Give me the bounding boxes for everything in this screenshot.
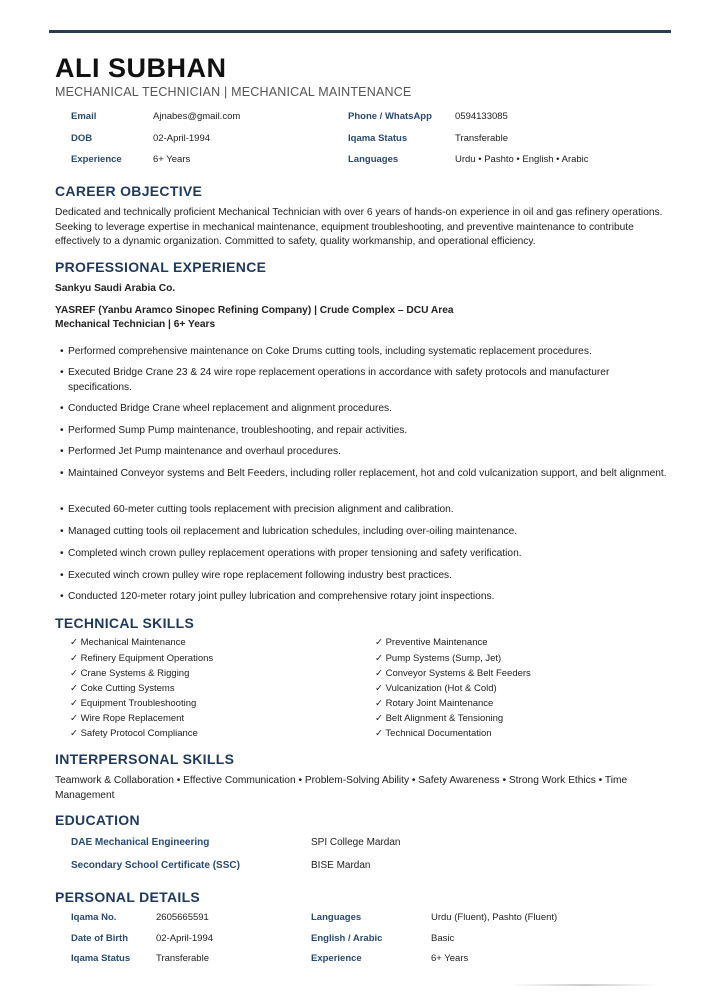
list-item [60, 525, 668, 540]
page-edge-shadow [510, 984, 660, 986]
bullet-dot: • [60, 346, 64, 357]
personal-label-english-arabic: English / Arabic [311, 933, 383, 944]
skill-item: ✓ Refinery Equipment Operations [70, 653, 214, 664]
list-item [60, 424, 668, 439]
skill-item: ✓ Pump Systems (Sump, Jet) [375, 653, 502, 664]
bullet-dot: • [60, 468, 64, 479]
list-item-text: Performed Jet Pump maintenance and overhaul procedures. [68, 446, 341, 457]
skill-item: ✓ Coke Cutting Systems [70, 683, 175, 694]
list-item [60, 402, 668, 417]
contact-label-experience: Experience [71, 154, 122, 165]
bullet-dot: • [60, 526, 64, 537]
skill-item: ✓ Preventive Maintenance [375, 637, 488, 648]
bullet-dot: • [60, 570, 64, 581]
interpersonal-skills-text: Teamwork & Collaboration • Effective Communication • Problem-Solving Ability • Safety Awareness • Strong Work Ethics • Time Management [55, 775, 628, 801]
skill-item: ✓ Mechanical Maintenance [70, 637, 186, 648]
list-item-text: Executed 60-meter cutting tools replacement with precision alignment and calibration. [68, 504, 454, 515]
education-institute: BISE Mardan [311, 860, 371, 871]
section-title-experience: PROFESSIONAL EXPERIENCE [55, 259, 267, 275]
skill-item: ✓ Crane Systems & Rigging [70, 668, 190, 679]
bullet-dot: • [60, 403, 64, 414]
contact-value-phone: 0594133085 [455, 111, 508, 122]
job-role: Mechanical Technician | 6+ Years [55, 319, 216, 330]
bullet-dot: • [60, 367, 64, 378]
personal-value-dob: 02-April-1994 [156, 933, 214, 944]
personal-label-iqama-no: Iqama No. [71, 912, 117, 923]
list-item [60, 467, 668, 482]
personal-label-languages: Languages [311, 912, 362, 923]
contact-value-experience: 6+ Years [153, 154, 191, 165]
personal-value-languages: Urdu (Fluent), Pashto (Fluent) [431, 912, 558, 923]
personal-value-iqama-no: 2605665591 [156, 912, 209, 923]
bullet-dot: • [60, 548, 64, 559]
list-item-text: Conducted 120-meter rotary joint pulley lubrication and comprehensive rotary joint inspections. [68, 591, 495, 602]
company-name: Sankyu Saudi Arabia Co. [55, 283, 176, 294]
career-objective-text: Dedicated and technically proficient Mechanical Technician with over 6 years of hands-on experience in oil and gas refinery operations. Seeking to leverage expertise in mechanical maintenance, equipment troubleshooting, and preventive maintenance to contribute effectively to a dynamic organization. Committed to safety, quality workmanship, and operational efficiency. [55, 207, 663, 247]
list-item-text: Performed comprehensive maintenance on Coke Drums cutting tools, including systematic replacement procedures. [68, 346, 592, 357]
section-title-technical-skills: TECHNICAL SKILLS [55, 615, 195, 631]
list-item-text: Executed Bridge Crane 23 & 24 wire rope replacement operations in accordance with safety protocols and manufacturer specifications. [68, 367, 610, 393]
contact-value-dob: 02-April-1994 [153, 133, 211, 144]
list-item [60, 569, 668, 584]
skill-item: ✓ Wire Rope Replacement [70, 713, 185, 724]
contact-label-languages: Languages [348, 154, 399, 165]
list-item [60, 366, 668, 395]
list-item-text: Managed cutting tools oil replacement and lubrication schedules, including over-oiling maintenance. [68, 526, 518, 537]
skill-item: ✓ Rotary Joint Maintenance [375, 698, 494, 709]
section-title-career-objective: CAREER OBJECTIVE [55, 183, 203, 199]
skill-item: ✓ Conveyor Systems & Belt Feeders [375, 668, 531, 679]
contact-value-languages: Urdu • Pashto • English • Arabic [455, 154, 589, 165]
list-item [60, 590, 668, 605]
bullet-dot: • [60, 591, 64, 602]
top-rule [49, 30, 671, 33]
skill-item: ✓ Vulcanization (Hot & Cold) [375, 683, 497, 694]
list-item-text: Performed Sump Pump maintenance, troubleshooting, and repair activities. [68, 425, 408, 436]
list-item [60, 503, 668, 518]
list-item-text: Executed winch crown pulley wire rope replacement following industry best practices. [68, 570, 452, 581]
education-institute: SPI College Mardan [311, 837, 401, 848]
skill-item: ✓ Safety Protocol Compliance [70, 728, 198, 739]
bullet-dot: • [60, 504, 64, 515]
contact-label-email: Email [71, 111, 97, 122]
section-title-education: EDUCATION [55, 812, 140, 828]
personal-label-dob: Date of Birth [71, 933, 128, 944]
contact-label-phone: Phone / WhatsApp [348, 111, 432, 122]
personal-label-iqama-status: Iqama Status [71, 953, 131, 964]
personal-label-experience: Experience [311, 953, 362, 964]
contact-label-iqama-status: Iqama Status [348, 133, 408, 144]
list-item-text: Conducted Bridge Crane wheel replacement and alignment procedures. [68, 403, 392, 414]
project-name: YASREF (Yanbu Aramco Sinopec Refining Company) | Crude Complex – DCU Area [55, 305, 454, 316]
education-degree: Secondary School Certificate (SSC) [71, 860, 240, 871]
candidate-name: ALI SUBHAN [55, 53, 227, 83]
contact-value-iqama-status: Transferable [455, 133, 508, 144]
skill-item: ✓ Technical Documentation [375, 728, 492, 739]
section-title-personal-details: PERSONAL DETAILS [55, 889, 201, 905]
personal-value-iqama-status: Transferable [156, 953, 209, 964]
list-item [60, 345, 668, 360]
personal-value-english-arabic: Basic [431, 933, 455, 944]
bullet-dot: • [60, 446, 64, 457]
list-item [60, 547, 668, 562]
skill-item: ✓ Belt Alignment & Tensioning [375, 713, 504, 724]
section-title-interpersonal-skills: INTERPERSONAL SKILLS [55, 751, 235, 767]
candidate-subtitle: MECHANICAL TECHNICIAN | MECHANICAL MAINTENANCE [55, 85, 412, 99]
bullet-dot: • [60, 425, 64, 436]
skill-item: ✓ Equipment Troubleshooting [70, 698, 197, 709]
list-item [60, 445, 668, 460]
list-item-text: Maintained Conveyor systems and Belt Feeders, including roller replacement, hot and cold vulcanization support, and belt alignment. [68, 468, 667, 479]
contact-value-email[interactable]: Ajnabes@gmail.com [153, 111, 241, 122]
personal-value-experience: 6+ Years [431, 953, 469, 964]
list-item-text: Completed winch crown pulley replacement operations with proper tensioning and safety verification. [68, 548, 522, 559]
contact-label-dob: DOB [71, 133, 93, 144]
education-degree: DAE Mechanical Engineering [71, 837, 210, 848]
